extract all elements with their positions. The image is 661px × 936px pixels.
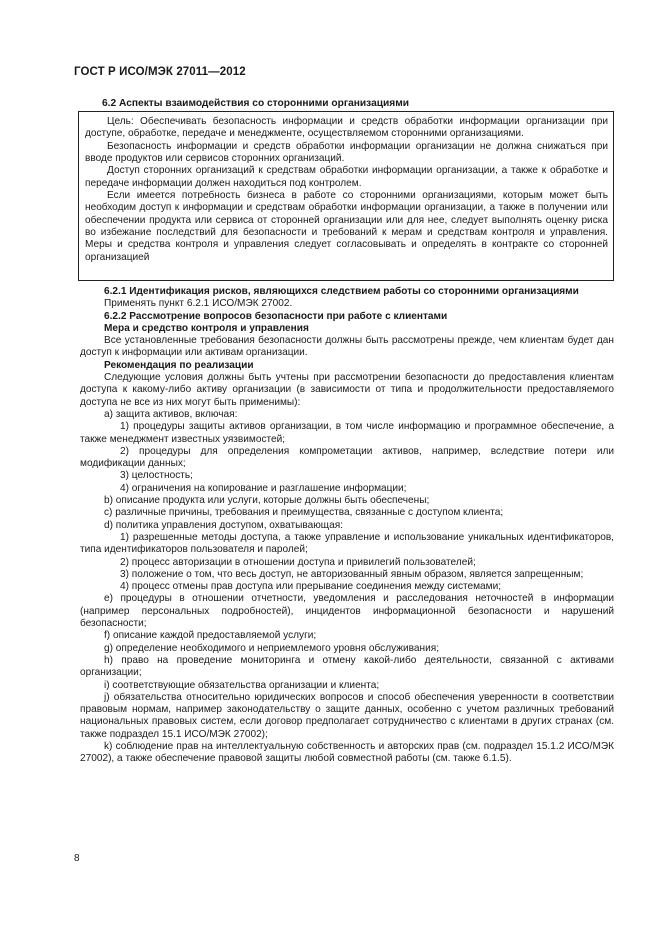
list-item-a1: 1) процедуры защиты активов организации, в том числе информацию и программное обеспечение, а также менеджмент известных уязвимостей; [80, 421, 614, 445]
objective-paragraph: Цель: Обеспечивать безопасность информации и средств обработки информации организации при доступе, обработке, передаче и менеджменте, осуществляемом сторонними организациями. [85, 116, 608, 140]
subsection-title-6-2-2: 6.2.2 Рассмотрение вопросов безопасности при работе с клиентами [104, 310, 448, 322]
objective-paragraph: Если имеется потребность бизнеса в работе со сторонними организациями, которым может быть необходим доступ к информации и средствам обработки информации организации, а также в получении или обеспечении продукта или сервиса от сторонней организации или для нее, следует выполнять оценку риска во избежание последствий для безопасности и требований к мерам и средствам контроля и управления. Меры и средства контроля и управления следует согласовывать и определять в контракте со сторонней организацией [85, 190, 608, 263]
document-header: ГОСТ Р ИСО/МЭК 27011—2012 [74, 66, 246, 78]
objective-paragraph: Безопасность информации и средств обработки информации организации не должна снижаться при вводе продуктов или сервисов сторонних организаций. [85, 140, 608, 165]
list-item-d1: 1) разрешенные методы доступа, а также управление и использование уникальных идентификаторов, типа идентификаторов пользователя и паролей; [80, 531, 614, 556]
list-item-d3: 3) положение о том, что весь доступ, не авторизованный явным образом, является запрещенным; [120, 568, 584, 580]
guidance-heading: Рекомендация по реализации [104, 359, 254, 371]
subsection-title-6-2-1: 6.2.1 Идентификация рисков, являющихся следствием работы со сторонними организациями [104, 286, 579, 297]
list-item-d: d) политика управления доступом, охватывающая: [104, 519, 343, 531]
control-text: Все установленные требования безопасности должны быть рассмотрены прежде, чем клиентам будет дан доступ к информации или активам организации. [80, 335, 614, 359]
list-item-d2: 2) процесс авторизации в отношении доступа и привилегий пользователей; [120, 556, 476, 568]
subsection-text: Применять пункт 6.2.1 ИСО/МЭК 27002. [104, 298, 293, 310]
section-title: 6.2 Аспекты взаимодействия со сторонними организациями [102, 98, 410, 109]
list-item-g: g) определение необходимого и неприемлемого уровня обслуживания; [104, 642, 440, 654]
list-item-f: f) описание каждой предоставляемой услуги; [104, 630, 317, 642]
list-item-b: b) описание продукта или услуги, которые должны быть обеспечены; [104, 495, 430, 507]
list-item-j: j) обязательства относительно юридических вопросов и способ обеспечения уверенности в соответствии правовым нормам, например законодательству о защите данных, особенно с учетом различных требований национальных правовых систем, если договор предполагает сотрудничество с клиентами в других странах (см. также подраздел 15.1 ИСО/МЭК 27002); [80, 691, 614, 740]
objective-box [78, 111, 614, 281]
page-number: 8 [74, 853, 80, 864]
list-item-c: c) различные причины, требования и преимущества, связанные с доступом клиента; [104, 507, 504, 519]
list-item-e: e) процедуры в отношении отчетности, уведомления и расследования неточностей в информации (например персональных подробностей), инцидентов информационной безопасности и нарушений безопасности; [80, 593, 614, 630]
list-item-a: a) защита активов, включая: [104, 408, 238, 420]
list-item-a4: 4) ограничения на копирование и разглашение информации; [120, 482, 407, 494]
control-heading: Мера и средство контроля и управления [104, 322, 309, 334]
objective-paragraph: Доступ сторонних организаций к средствам обработки информации организации, а также к обработке и передаче информации должен находиться под контролем. [85, 165, 608, 189]
list-item-h: h) право на проведение мониторинга и отмену какой-либо деятельности, связанной с активами организации; [80, 654, 614, 679]
list-item-a3: 3) целостность; [120, 470, 193, 482]
list-item-a2: 2) процедуры для определения компрометации активов, например, вследствие потери или модификации данных; [80, 445, 614, 470]
guidance-intro: Следующие условия должны быть учтены при рассмотрении безопасности до предоставления клиентам доступа к какому-либо активу организации (в зависимости от типа и продолжительности предоставляемого доступа не все из них могут быть применимы): [80, 372, 614, 408]
list-item-k: k) соблюдение прав на интеллектуальную собственность и авторских прав (см. подраздел 15.1.2 ИСО/МЭК 27002), а также обеспечение правовой защиты любой совместной работы (см. также 6.1.5). [80, 740, 614, 765]
list-item-d4: 4) процесс отмены прав доступа или прерывание соединения между системами; [120, 581, 502, 593]
list-item-i: i) соответствующие обязательства организации и клиента; [104, 679, 380, 691]
document-body [80, 286, 614, 766]
